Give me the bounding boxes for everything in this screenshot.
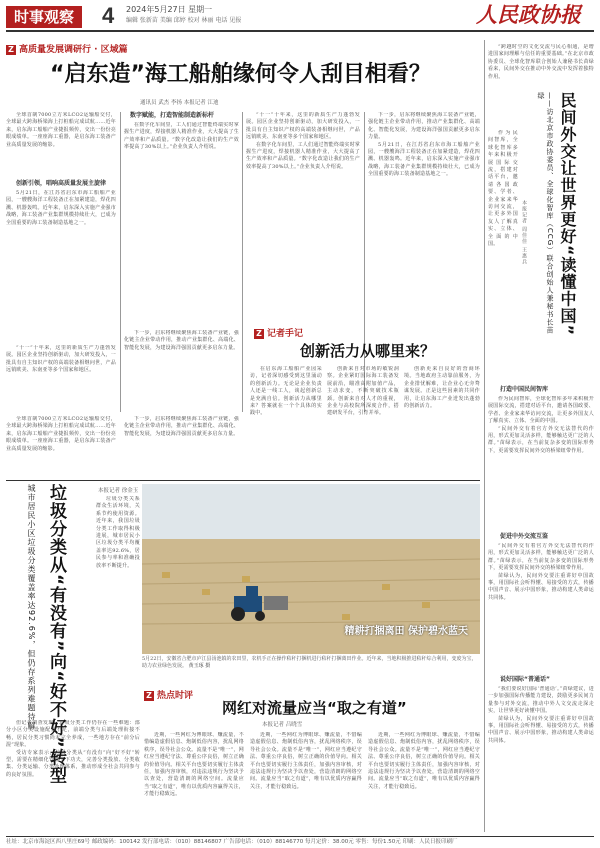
section-title: 时事观察 xyxy=(6,6,82,28)
commentary-paragraph: 创新更来自良好的营商环境。当地政府主动靠前服务，为企业排忧解难，让企业心无旁骛谋发展。正是这些因素的共同作用，让启东海工产业迸发出蓬勃的创新活力。 xyxy=(404,366,480,410)
ship-paragraph: 下一步，启东将继续聚焦海工装备产业链，强化链主企业带动作用，推动产业集群化、高端化、智能化发展，为建设海洋强国贡献更多启东力量。 xyxy=(124,416,239,437)
commentary-body-2 xyxy=(327,366,399,476)
column-rule xyxy=(242,112,243,412)
commentary-kicker xyxy=(254,328,303,340)
garbage-paragraph: 但记者调查发现，垃圾分类工作仍存在一些难题：部分小区分类设施配置不足，前端分类与后端处理衔接不畅，居民分类习惯尚未完全养成，一些地方存在“前分后混”现象。 xyxy=(6,720,140,749)
diplomacy-paragraph: “我们要说好国际‘普通话’。”苗绿建议，进一步加强国际传播能力建设，鼓励更多民间力量参与对外交流，推动中外人文交流走深走实，让世界更好读懂中国。 xyxy=(488,686,594,715)
photo-credit: 黄玉琢 摄 xyxy=(188,663,211,669)
column-rule xyxy=(120,112,121,412)
diplomacy-body-4 xyxy=(488,686,594,832)
diplomacy-body-2 xyxy=(488,396,594,530)
ship-paragraph: “十一”十年来，这里的新质生产力蓬勃发展。园区企业坚持创新驱动，加大研发投入，一批具有自主知识产权的高端装备相继问世，产品远销欧美、东南亚等多个国家和地区。 xyxy=(246,112,360,141)
commentary-headline: 创新活力从哪里来？ xyxy=(300,342,436,360)
commentary-body-3 xyxy=(404,366,480,476)
garbage-paragraph: 受访专家表示，垃圾分类从“有没有”向“好不好”转型，需要在精细化管理上下功夫，完善分类投放、分类收集、分类运输、分类处理体系，推动形成全社会共同参与的良好氛围。 xyxy=(6,749,140,778)
garbage-body-1 xyxy=(96,496,140,736)
diplomacy-subheadline: ——访北京市政协委员、全球化智库（CCG）联合创始人兼秘书长苗绿 xyxy=(537,92,554,335)
ship-body-4 xyxy=(124,122,239,327)
ship-paragraph: 5月21日，在江苏省启东市海工船舶产业园，一艘艘海洋工程装备正在加紧建造，焊花四溅、机器轰鸣。近年来，启东深入实施产业强市战略，海工装备产业集群规模持续壮大，已成为全国重要的海工装备制造基地之一。 xyxy=(368,141,480,178)
ship-body-5 xyxy=(124,330,239,410)
hotspot-kicker-text: 热点时评 xyxy=(157,691,194,701)
section-marker-icon: Z xyxy=(144,691,154,701)
page-footer: 社址：北京市海淀区西八里庄69号 邮政编码：100142 发行部电话：（010）88146807 广告部电话：（010）88146770 每月定价：38.00元 零售：每份1.50元 印刷：人民日报印刷厂 xyxy=(6,836,594,847)
ship-body-9 xyxy=(124,416,239,476)
newspaper-logo: 人民政协报 xyxy=(476,2,581,27)
hotspot-body-3 xyxy=(368,732,480,832)
hotspot-kicker xyxy=(144,690,193,702)
ship-body-3 xyxy=(6,345,116,413)
ship-body-2 xyxy=(6,190,116,345)
commentary-body-1 xyxy=(250,366,322,476)
ship-kicker-text: 高质量发展调研行 · 区域篇 xyxy=(19,45,128,55)
diplomacy-paragraph: 作为民间智库，全球化智库多年来积极开展国际交流，搭建对话平台，邀请各国政要、学者、企业家来华访问交流，让更多外国友人了解真实、立体、全面的中国。 xyxy=(488,130,518,248)
ship-paragraph: 全球首制7000立方米LCO2运输船交付，全球最大跨海桥梁海上打桩船完成试航……近年来，启东海工船舶产业捷报频传，交出一份份亮眼成绩单。一座座海工重器，是启东海工装备产业高质量发展的缩影。 xyxy=(6,112,116,148)
commentary-paragraph: 创新来自对市场的敏锐洞察。企业紧盯国际海工装备发展前沿，瞄准高附加值产品，主动求变，不断突破技术瓶颈。创新来自对人才的重视，企业与高校院所深度合作，搭建研发平台，引育并举。 xyxy=(327,366,399,417)
ship-subhead-2: 数字赋能，打造智能制造新标杆 xyxy=(130,112,215,119)
garbage-headline: 垃圾分类从“有没有”向“好不好”转型 xyxy=(46,484,66,785)
diplomacy-paragraph: “民间外交有着官方外交无法替代的作用，形式更加灵活多样，能够触达更广泛的人群。”苗绿表示，在当前复杂多变的国际形势下，更需要发挥民间外交的桥梁纽带作用。 xyxy=(488,425,594,454)
news-photo xyxy=(142,484,480,654)
column-rule xyxy=(484,40,485,832)
editors-line: 编辑 张新苗 美编 邱婷 校对 林丽 电话 见报 xyxy=(126,17,242,24)
garbage-byline: 本报记者 徐金玉 xyxy=(98,488,139,494)
ship-paragraph: “十一”十年来，这里的新质生产力蓬勃发展。园区企业坚持创新驱动，加大研发投入，一批具有自主知识产权的高端装备相继问世，产品远销欧美、东南亚等多个国家和地区。 xyxy=(6,345,116,374)
diplomacy-subhead-3: 说好国际“普通话” xyxy=(500,676,550,683)
diplomacy-paragraph: “跨越时空的文化交流与民心相通，是增进国家间理解与信任的重要基础。”在北京市政协委员、全球化智库联合创始人兼秘书长苗绿看来，民间外交在推动中外交流中发挥着独特作用。 xyxy=(488,44,594,80)
hotspot-paragraph: 近期，一些网红为博眼球、赚流量，不惜编造虚假信息、炮制低俗内容，扰乱网络秩序，误导社会公众。流量不是“唯一”，网红应当遵纪守法、尊重公序良俗，树立正确的价值导向。相关平台也要切实履行主体责任，加强内容审核，对违法违规行为坚决予以查处，营造清朗的网络空间。流量应当“取之有道”，唯有以优质内容赢得关注，才能行稳致远。 xyxy=(368,732,480,790)
ship-kicker xyxy=(6,44,128,56)
garbage-paragraph: 垃圾分类关系群众生活环境，关系节约使用资源。近年来，我国垃圾分类工作取得积极进展，城市居民小区垃圾分类平均覆盖率达92.6%，居民参与率和准确投放率不断提升。 xyxy=(96,496,140,569)
diplomacy-paragraph: 作为民间智库，全球化智库多年来积极开展国际交流，搭建对话平台，邀请各国政要、学者、企业家来华访问交流，让更多外国友人了解真实、立体、全面的中国。 xyxy=(488,396,594,425)
ship-body-1 xyxy=(6,112,116,178)
photo-overlay-title: 精耕打捆离田 保护碧水蓝天 xyxy=(344,626,468,637)
hotspot-byline: 本报记者 吕晓雪 xyxy=(262,722,303,728)
ship-byline: 通讯员 武杰 李扬 本报记者 江迪 xyxy=(140,100,219,106)
page-number: 4 xyxy=(102,3,115,28)
diplomacy-byline: 本报记者 周佳佳 王惠兵 xyxy=(521,200,527,266)
diplomacy-paragraph: 苗绿认为，民间外交要注重讲好中国故事，用国际社会听得懂、易接受的方式，传播中国声音、展示中国形象，推动构建人类命运共同体。 xyxy=(488,715,594,744)
ship-paragraph: 在数字化车间里，工人们通过智能终端实时掌握生产进度，焊接机器人精准作业，大大提高了生产效率和产品质量。“数字化改造让我们的生产效率提高了30%以上。”企业负责人介绍说。 xyxy=(246,141,360,170)
hotspot-body-2 xyxy=(250,732,362,832)
ship-paragraph: 全球首制7000立方米LCO2运输船交付，全球最大跨海桥梁海上打桩船完成试航……近年来，启东海工船舶产业捷报频传，交出一份份亮眼成绩单。一座座海工重器，是启东海工装备产业高质量发展的缩影。 xyxy=(6,416,116,452)
ship-paragraph: 5月21日，在江苏省启东市海工船舶产业园，一艘艘海洋工程装备正在加紧建造，焊花四溅、机器轰鸣。近年来，启东深入实施产业强市战略，海工装备产业集群规模持续壮大，已成为全国重要的海工装备制造基地之一。 xyxy=(6,190,116,226)
garbage-body-2 xyxy=(6,720,140,832)
diplomacy-paragraph: “民间外交有着官方外交无法替代的作用，形式更加灵活多样，能够触达更广泛的人群。”苗绿表示，在当前复杂多变的国际形势下，更需要发挥民间外交的桥梁纽带作用。 xyxy=(488,543,594,572)
commentary-paragraph: 在启东海工船舶产业园采访，记者深切感受到这里涌动的创新活力。无论是企业负责人还是一线工人，谈起创新总是充满自信。创新活力从哪里来？答案就在一个个具体的实践中。 xyxy=(250,366,322,417)
ship-paragraph: 下一步，启东将继续聚焦海工装备产业链，强化链主企业带动作用，推动产业集群化、高端化、智能化发展，为建设海洋强国贡献更多启东力量。 xyxy=(368,112,480,141)
ship-body-7 xyxy=(368,112,480,322)
ship-paragraph: 下一步，启东将继续聚焦海工装备产业链，强化链主企业带动作用，推动产业集群化、高端化、智能化发展，为建设海洋强国贡献更多启东力量。 xyxy=(124,330,239,351)
ship-body-8 xyxy=(6,416,116,476)
hotspot-paragraph: 近期，一些网红为博眼球、赚流量，不惜编造虚假信息、炮制低俗内容，扰乱网络秩序，误导社会公众。流量不是“唯一”，网红应当遵纪守法、尊重公序良俗，树立正确的价值导向。相关平台也要切实履行主体责任，加强内容审核，对违法违规行为坚决予以查处，营造清朗的网络空间。流量应当“取之有道”，唯有以优质内容赢得关注，才能行稳致远。 xyxy=(250,732,362,790)
ship-body-6 xyxy=(246,112,360,322)
diplomacy-subhead-1: 打造中国民间智库 xyxy=(500,386,549,393)
diplomacy-headline: 民间外交让世界更好“读懂中国” xyxy=(558,92,577,337)
ship-subhead-1: 创新引领，唱响高质量发展主旋律 xyxy=(16,180,107,187)
section-marker-icon: Z xyxy=(6,45,16,55)
ship-paragraph: 在数字化车间里，工人们通过智能终端实时掌握生产进度，焊接机器人精准作业，大大提高了生产效率和产品质量。“数字化改造让我们的生产效率提高了30%以上。”企业负责人介绍说。 xyxy=(124,122,239,151)
photo-caption xyxy=(142,656,480,678)
section-marker-icon: Z xyxy=(254,329,264,339)
ship-headline: “启东造”海工船舶缘何令人刮目相看？ xyxy=(50,62,431,87)
diplomacy-subhead-2: 促进中外交流互鉴 xyxy=(500,533,549,540)
horizontal-rule xyxy=(6,480,480,481)
diplomacy-paragraph: 苗绿认为，民间外交要注重讲好中国故事，用国际社会听得懂、易接受的方式，传播中国声音、展示中国形象，推动构建人类命运共同体。 xyxy=(488,572,594,601)
commentary-kicker-text: 记者手记 xyxy=(267,329,304,339)
diplomacy-body-3 xyxy=(488,543,594,673)
garbage-subheadline: 城市居民小区垃圾分类覆盖率达92.6%，但仍存系列难题待解 xyxy=(27,484,36,731)
photo-caption-text: 5月22日，安徽省合肥市庐江县汤池镇的农田里，农机手正在操作秸秆打捆机进行秸秆打捆离田作业。近年来，当地积极推进秸秆综合利用，变废为宝，助力农业绿色发展。 xyxy=(142,656,477,669)
dateline: 2024年5月27日 星期一 xyxy=(126,5,213,14)
hotspot-paragraph: 近期，一些网红为博眼球、赚流量，不惜编造虚假信息、炮制低俗内容，扰乱网络秩序，误导社会公众。流量不是“唯一”，网红应当遵纪守法、尊重公序良俗，树立正确的价值导向。相关平台也要切实履行主体责任，加强内容审核，对违法违规行为坚决予以查处，营造清朗的网络空间。流量应当“取之有道”，唯有以优质内容赢得关注，才能行稳致远。 xyxy=(144,732,244,798)
hotspot-body-1 xyxy=(144,732,244,832)
hotspot-headline: 网红对流量应当“取之有道” xyxy=(222,699,407,717)
diplomacy-body-1 xyxy=(488,130,518,380)
